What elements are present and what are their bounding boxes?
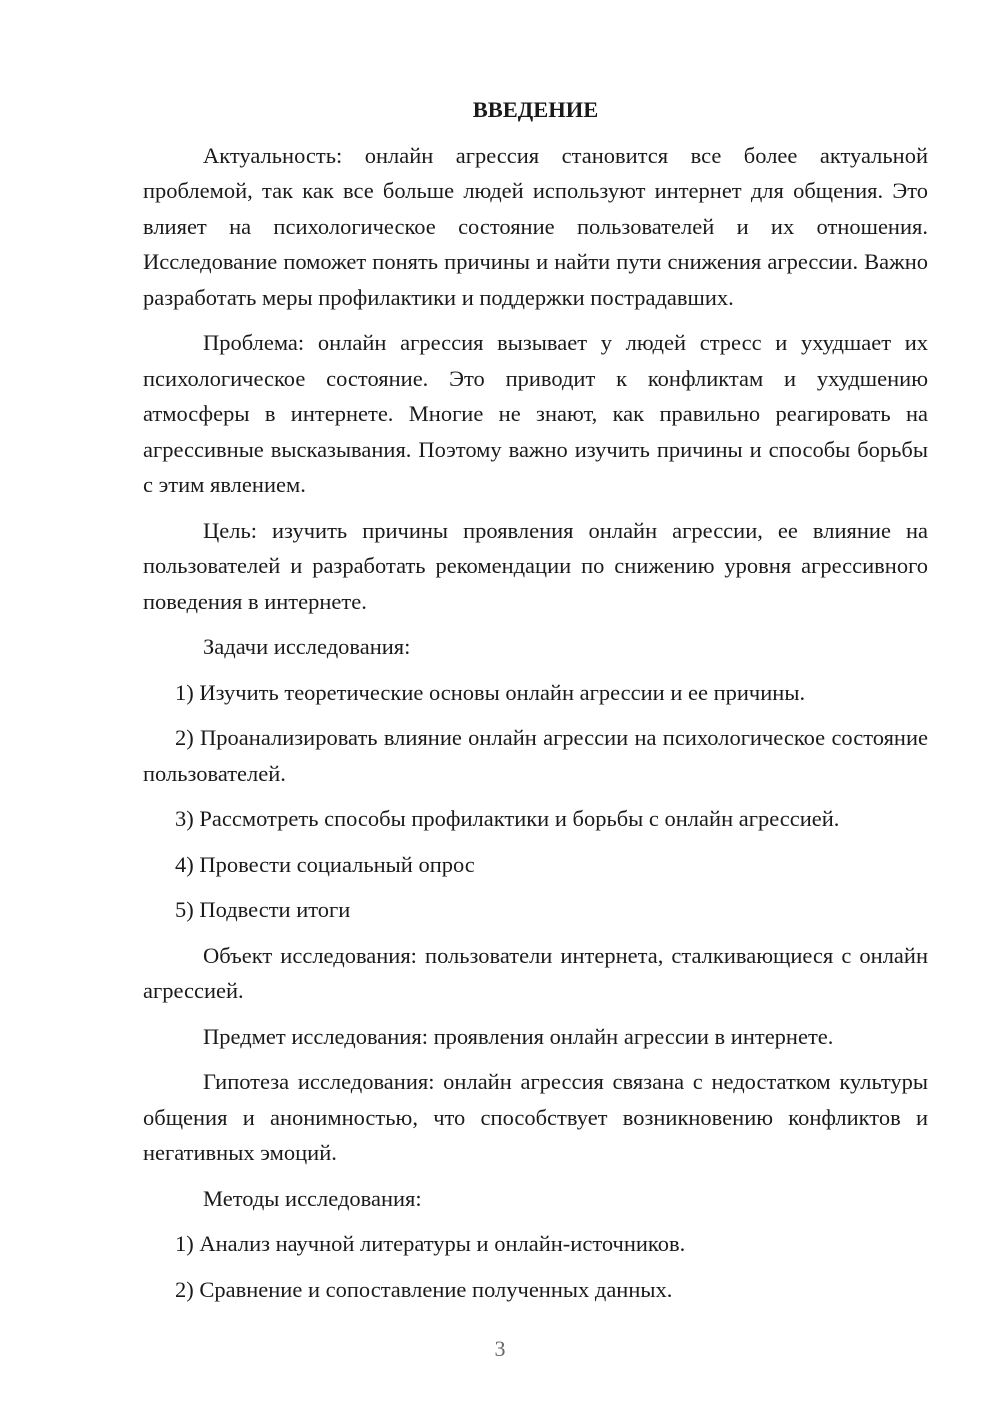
task-item-5: 5) Подвести итоги — [175, 897, 351, 922]
object-paragraph: Объект исследования: пользователи интернета, сталкивающиеся с онлайн агрессией. — [143, 942, 928, 1003]
methods-heading: Методы исследования: — [203, 1185, 422, 1211]
page-number: 3 — [494, 1336, 506, 1361]
problem-paragraph: Проблема: онлайн агрессия вызывает у людей стресс и ухудшает их психологическое состояние. Это приводит к конфликтам и ухудшению атмосферы в интернете. Многие не знают, как правильно реагировать на агрессивные высказывания. Поэтому важно изучить причины и способы борьбы с этим явлением. — [143, 330, 928, 497]
task-item-2: 2) Проанализировать влияние онлайн агрессии на психологическое состояние пользователей. — [143, 725, 928, 786]
relevance-paragraph: Актуальность: онлайн агрессия становится все более актуальной проблемой, так как все больше людей используют интернет для общения. Это влияет на психологическое состояние пользователей и их отношения. Исследование поможет понять причины и найти пути снижения агрессии. Важно разработать меры профилактики и поддержки пострадавших. — [143, 142, 928, 310]
tasks-heading: Задачи исследования: — [203, 634, 411, 659]
task-item-1: 1) Изучить теоретические основы онлайн агрессии и ее причины. — [175, 679, 806, 705]
goal-paragraph: Цель: изучить причины проявления онлайн агрессии, ее влияние на пользователей и разработать рекомендации по снижению уровня агрессивного поведения в интернете. — [143, 517, 928, 614]
method-item-1: 1) Анализ научной литературы и онлайн-источников. — [175, 1231, 686, 1256]
section-heading: ВВЕДЕНИЕ — [472, 97, 599, 122]
task-item-3: 3) Рассмотреть способы профилактики и борьбы с онлайн агрессией. — [175, 806, 840, 831]
subject-paragraph: Предмет исследования: проявления онлайн агрессии в интернете. — [203, 1023, 834, 1049]
hypothesis-paragraph: Гипотеза исследования: онлайн агрессия связана с недостатком культуры общения и анонимностью, что способствует возникновению конфликтов и негативных эмоций. — [143, 1069, 928, 1165]
page-body — [143, 92, 928, 1317]
method-item-2: 2) Сравнение и сопоставление полученных данных. — [175, 1276, 673, 1302]
task-item-4: 4) Провести социальный опрос — [175, 851, 475, 877]
